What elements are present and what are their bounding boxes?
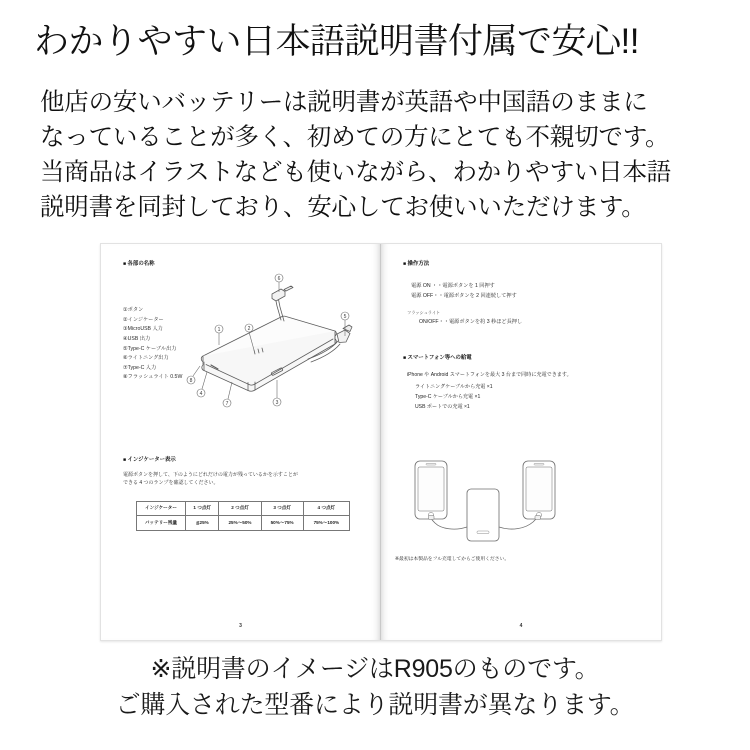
indicator-desc-line-1: 電源ボタンを押して、下のようにどれだけの電力が残っているかを示すことが — [123, 471, 298, 478]
lead-paragraph — [40, 86, 730, 225]
part-item-5: ⑤Type-C ケーブル出力 — [123, 345, 177, 352]
page-number-right: 4 — [519, 622, 523, 629]
caption-line-1: ※説明書のイメージはR905のものです。 — [150, 655, 600, 683]
charging-item-lightning: ライトニングケーブルから充電 ×1 — [415, 384, 493, 391]
disclaimer-caption — [0, 652, 750, 723]
table-row — [137, 516, 350, 531]
callout-label-8: 8 — [189, 378, 193, 384]
left-section-title: ■ 各部の名称 — [123, 260, 366, 269]
part-item-1: ①ボタン — [123, 307, 144, 313]
callout-label-2: 2 — [247, 326, 251, 332]
power-bank-diagram — [185, 270, 371, 425]
booklet — [100, 243, 662, 641]
gradient-divider — [34, 67, 719, 72]
lead-line-2: なっていることが多く、初めての方にとても不親切です。 — [40, 123, 670, 151]
indicator-desc-line-2: できる 4 つのランプを確認してください。 — [123, 479, 219, 486]
flashlight-label: フラッシュライト — [407, 310, 441, 316]
callout-label-7: 7 — [225, 401, 229, 407]
indicator-table-cell: 75%～100% — [303, 516, 349, 531]
part-item-6: ⑥ライトニング出力 — [123, 355, 169, 362]
part-item-2: ②インジケーター — [123, 316, 164, 323]
indicator-section-title: ■ インジケーター表示 — [123, 456, 363, 465]
indicator-table-cell: バッテリー残量 — [137, 516, 186, 531]
manual-page-left — [101, 244, 381, 640]
page-number-left: 3 — [239, 622, 242, 629]
callout-label-4: 4 — [199, 391, 203, 397]
callout-label-5: 5 — [343, 314, 347, 320]
charging-item-list — [415, 383, 647, 413]
charging-note: ※最初は本製品をフル充電してからご使用ください。 — [395, 557, 510, 562]
operation-item-power-on: 電源 ON ・・電源ボタンを 1 回押す — [411, 282, 495, 289]
lead-line-1: 他店の安いバッテリーは説明書が英語や中国語のままに — [40, 89, 648, 117]
manual-page-right — [381, 244, 661, 640]
operation-item-power-off: 電源 OFF・・電源ボタンを 2 回連続して押す — [411, 293, 517, 300]
manual-spread-image — [100, 243, 662, 641]
callout-label-3: 3 — [275, 400, 279, 406]
indicator-table-cell: 1 つ点灯 — [186, 501, 219, 516]
operation-item-flashlight: ON/OFF・・電源ボタンを約 3 秒ほど長押し — [419, 319, 523, 326]
header-block — [0, 0, 750, 225]
operation-list — [407, 281, 647, 329]
indicator-table-cell: 3 つ点灯 — [261, 501, 303, 516]
indicator-table-cell: 25%～50% — [219, 516, 261, 531]
part-item-7: ⑦Type-C 入力 — [123, 364, 157, 371]
indicator-table — [136, 501, 350, 531]
part-item-8: ⑧フラッシュライト 0.5W — [123, 374, 183, 381]
indicator-section — [123, 456, 363, 531]
indicator-table-cell: 2 つ点灯 — [219, 501, 261, 516]
page-title: わかりやすい日本語説明書付属で安心!! — [34, 22, 639, 61]
charging-intro: iPhone や Android スマートフォンを最大 3 台まで同時に充電できます。 — [407, 371, 572, 378]
lead-line-3: 当商品はイラストなども使いながら、わかりやすい日本語 — [40, 158, 672, 186]
table-row — [137, 501, 350, 516]
caption-line-2: ご購入された型番により説明書が異なります。 — [115, 690, 635, 719]
charging-phones-diagram — [397, 459, 641, 549]
indicator-table-cell: 50%～75% — [261, 516, 303, 531]
charging-item-typec: Type-C ケーブルから充電 ×1 — [415, 394, 481, 401]
right-section-title: ■ 操作方法 — [403, 260, 647, 269]
part-item-3: ③MicroUSB 入力 — [123, 326, 163, 333]
indicator-description — [123, 471, 363, 487]
lead-line-4: 説明書を同封しており、安心してお使いいただけます。 — [40, 193, 646, 221]
power-bank-illustration-svg — [185, 270, 371, 425]
callout-label-6: 6 — [277, 276, 281, 282]
callout-label-1: 1 — [217, 327, 221, 333]
indicator-table-cell: ≦25% — [186, 516, 219, 531]
charging-item-usb: USB ポートでの充電 ×1 — [415, 404, 470, 411]
part-item-4: ④USB 出力 — [123, 335, 151, 342]
indicator-table-cell: 4 つ点灯 — [303, 501, 349, 516]
indicator-table-cell: インジケーター — [137, 501, 186, 516]
parts-list — [123, 306, 182, 383]
charging-phones-illustration-svg — [397, 459, 641, 549]
charging-section — [403, 354, 647, 413]
charging-section-title: ■ スマートフォン等への給電 — [403, 354, 647, 363]
